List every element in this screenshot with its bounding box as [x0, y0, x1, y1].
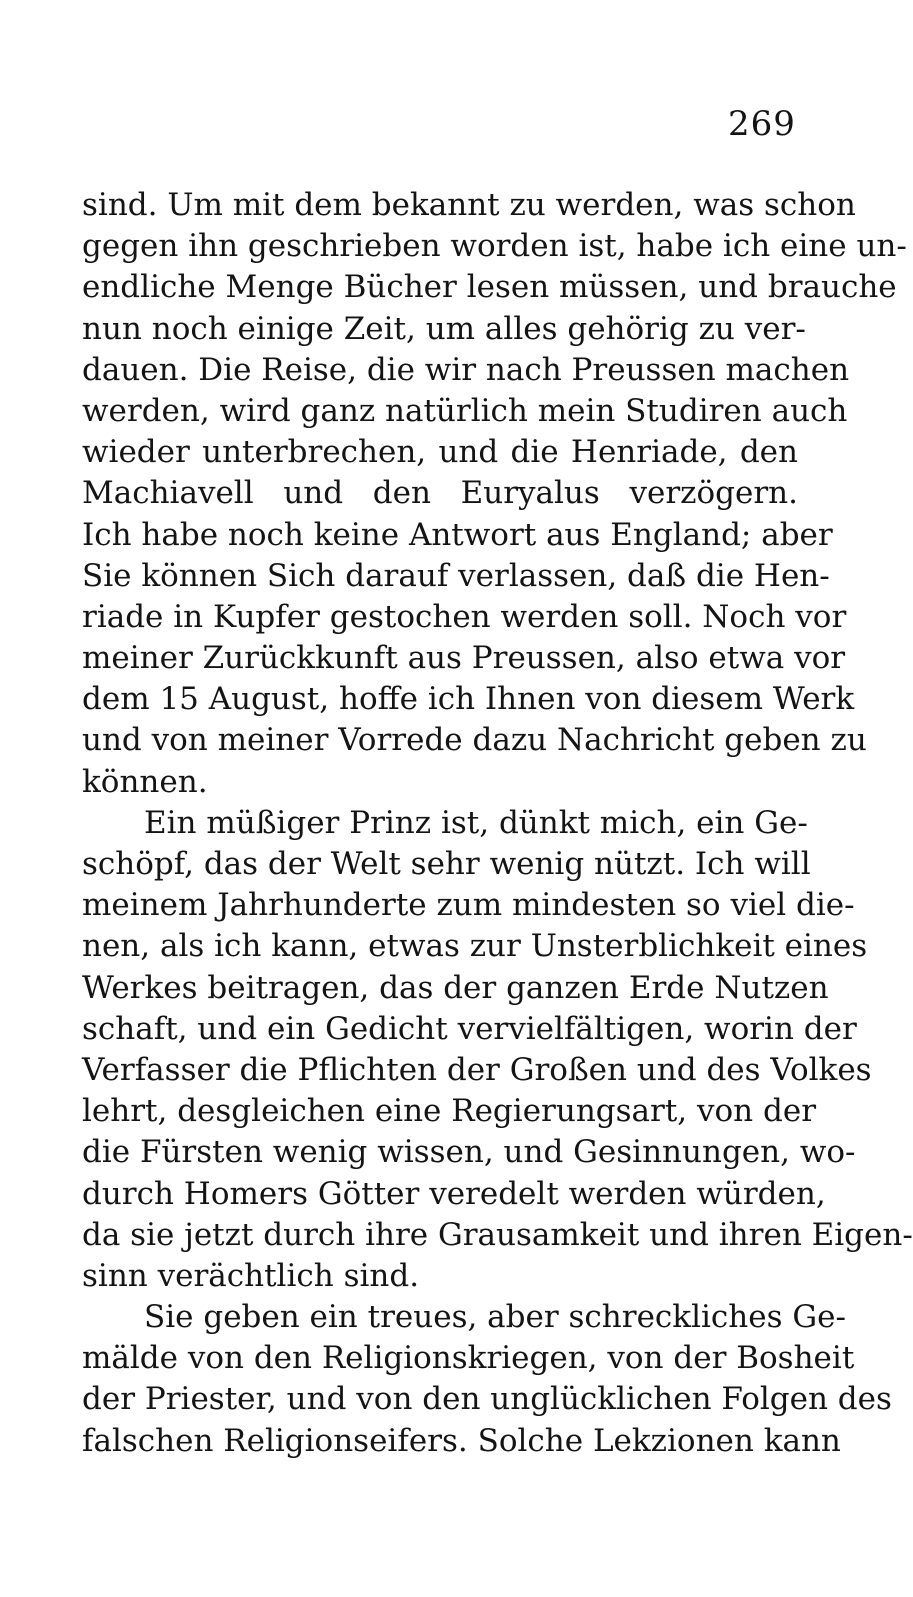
text-line: Verfasser die Pflichten der Großen und des Volkes — [82, 1051, 872, 1088]
text-line: Sie geben ein treues, aber schreckliches Ge- — [144, 1299, 846, 1336]
text-line: sind. Um mit dem bekannt zu werden, was schon — [82, 187, 856, 223]
page-number: 269 — [728, 104, 796, 144]
text-line: riade in Kupfer gestochen werden soll. Noch vor — [82, 598, 847, 635]
text-line: Sie können Sich darauf verlassen, daß die Hen- — [82, 557, 830, 594]
text-line: Machiavell und den Euryalus verzögern. — [82, 475, 798, 512]
text-line: endliche Menge Bücher lesen müssen, und brauche — [82, 269, 897, 306]
text-line: mälde von den Religionskriegen, von der Bosheit — [82, 1340, 855, 1377]
text-line: lehrt, desgleichen eine Regierungsart, von der — [82, 1093, 817, 1130]
text-line: der Priester, und von den unglücklichen Folgen des — [82, 1381, 892, 1418]
text-line: Ich habe noch keine Antwort aus England; aber — [82, 516, 833, 553]
text-line: können. — [82, 763, 208, 800]
text-line: die Fürsten wenig wissen, und Gesinnungen, wo- — [82, 1134, 856, 1171]
text-line: Werkes beitragen, das der ganzen Erde Nutzen — [82, 969, 829, 1006]
text-line: durch Homers Götter veredelt werden würden, — [82, 1175, 826, 1212]
text-line: gegen ihn geschrieben worden ist, habe ich eine un- — [82, 228, 907, 265]
text-line: meiner Zurückkunft aus Preussen, also etwa vor — [82, 640, 846, 677]
text-line: schaft, und ein Gedicht vervielfältigen, worin der — [82, 1010, 857, 1047]
body-text — [82, 185, 913, 1462]
text-line: nen, als ich kann, etwas zur Unsterblichkeit eines — [82, 928, 868, 965]
text-line: dem 15 August, hoffe ich Ihnen von diesem Werk — [82, 681, 855, 718]
text-line: meinem Jahrhunderte zum mindesten so viel die- — [82, 887, 855, 924]
text-line: dauen. Die Reise, die wir nach Preussen machen — [82, 351, 850, 388]
text-line: und von meiner Vorrede dazu Nachricht geben zu — [82, 722, 867, 759]
text-line: werden, wird ganz natürlich mein Studiren auch — [82, 392, 848, 429]
text-line: falschen Religionseifers. Solche Lekzionen kann — [82, 1422, 841, 1459]
text-line: wieder unterbrechen, und die Henriade, den — [82, 434, 798, 471]
text-line: Ein müßiger Prinz ist, dünkt mich, ein Ge- — [144, 804, 808, 841]
text-line: da sie jetzt durch ihre Grausamkeit und ihren Eigen- — [82, 1216, 913, 1253]
text-line: schöpf, das der Welt sehr wenig nützt. Ich will — [82, 846, 811, 882]
text-line: nun noch einige Zeit, um alles gehörig zu ver- — [82, 310, 806, 347]
text-line: sinn verächtlich sind. — [82, 1257, 420, 1294]
